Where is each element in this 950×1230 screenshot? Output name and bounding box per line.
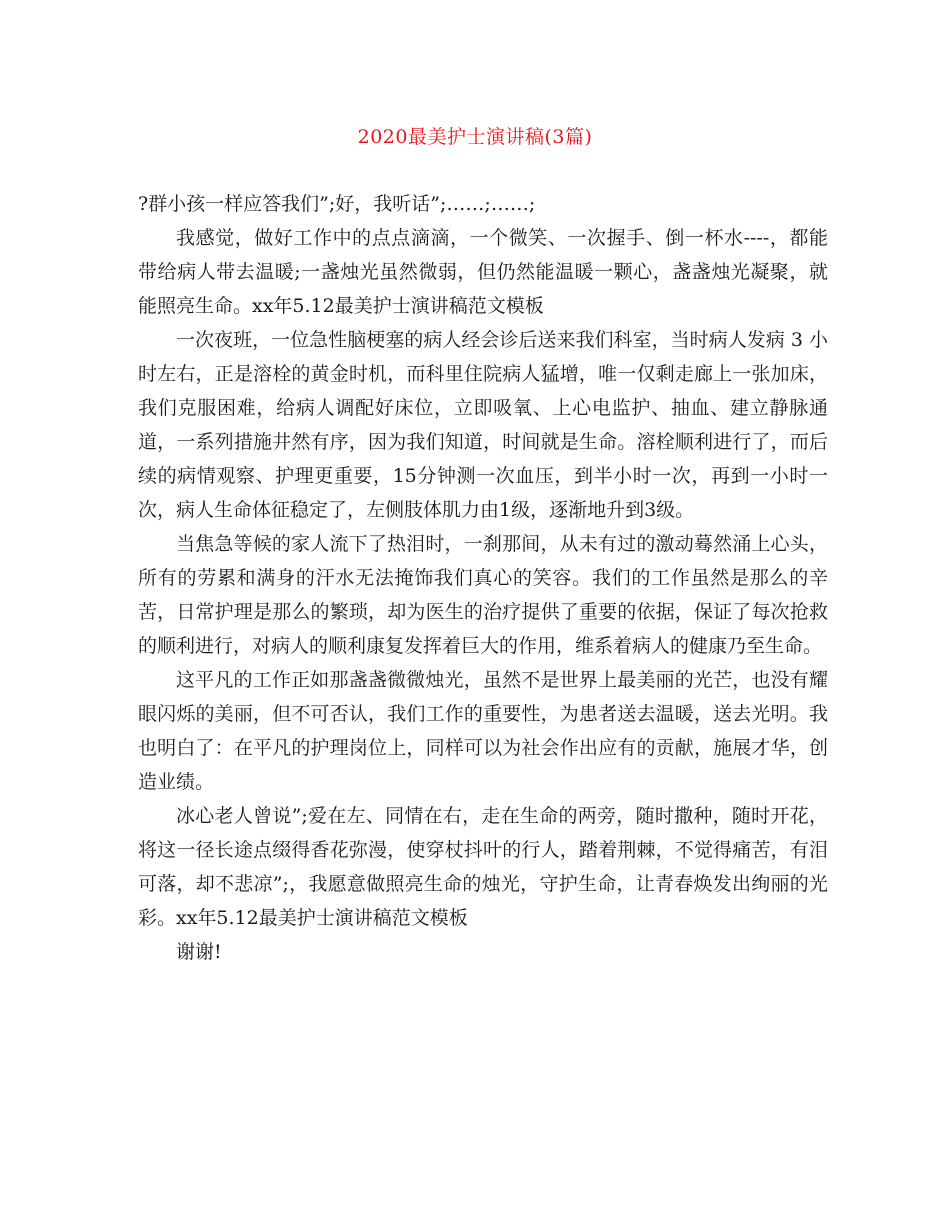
paragraph-3: 一次夜班，一位急性脑梗塞的病人经会诊后送来我们科室，当时病人发病 3 小时左右，正是溶栓的黄金时机，而科里住院病人猛增，唯一仅剩走廊上一张加床，我们克服困难，给病人调配好床位，立即吸氧、上心电监护、抽血、建立静脉通道，一系列措施井然有序，因为我们知道，时间就是生命。溶栓顺利进行了，而后续的病情观察、护理更重要，15分钟测一次血压，到半小时一次，再到一小时一次，病人生命体征稳定了，左侧肢体肌力由1级，逐渐地升到3级。 bbox=[138, 329, 828, 521]
paragraph-5: 这平凡的工作正如那盏盏微微烛光，虽然不是世界上最美丽的光芒，也没有耀眼闪烁的美丽，但不可否认，我们工作的重要性，为患者送去温暖，送去光明。我也明白了：在平凡的护理岗位上，同样可以为社会作出应有的贡献，施展才华，创造业绩。 bbox=[138, 669, 828, 793]
paragraph-6: 冰心老人曾说”;爱在左、同情在右，走在生命的两旁，随时撒种，随时开花，将这一径长途点缀得香花弥漫，使穿杖抖叶的行人，踏着荆棘，不觉得痛苦，有泪可落，却不悲凉”;，我愿意做照亮生命的烛光，守护生命，让青春焕发出绚丽的光彩。xx年5.12最美护士演讲稿范文模板 bbox=[138, 805, 828, 929]
paragraph-2: 我感觉，做好工作中的点点滴滴，一个微笑、一次握手、倒一杯水----，都能带给病人带去温暖;一盏烛光虽然微弱，但仍然能温暖一颗心，盏盏烛光凝聚，就能照亮生命。xx年5.12最美护士演讲稿范文模板 bbox=[138, 227, 828, 317]
paragraph-4: 当焦急等候的家人流下了热泪时，一刹那间，从未有过的激动蓦然涌上心头，所有的劳累和满身的汗水无法掩饰我们真心的笑容。我们的工作虽然是那么的辛苦，日常护理是那么的繁琐，却为医生的治疗提供了重要的依据，保证了每次抢救的顺利进行，对病人的顺利康复发挥着巨大的作用，维系着病人的健康乃至生命。 bbox=[138, 533, 828, 657]
paragraph-1: ?群小孩一样应答我们”;好，我听话”;……;……; bbox=[138, 193, 536, 215]
document-title: 2020最美护士演讲稿(3篇) bbox=[357, 126, 593, 148]
document-body bbox=[138, 187, 828, 969]
paragraph-closing: 谢谢! bbox=[176, 941, 222, 963]
